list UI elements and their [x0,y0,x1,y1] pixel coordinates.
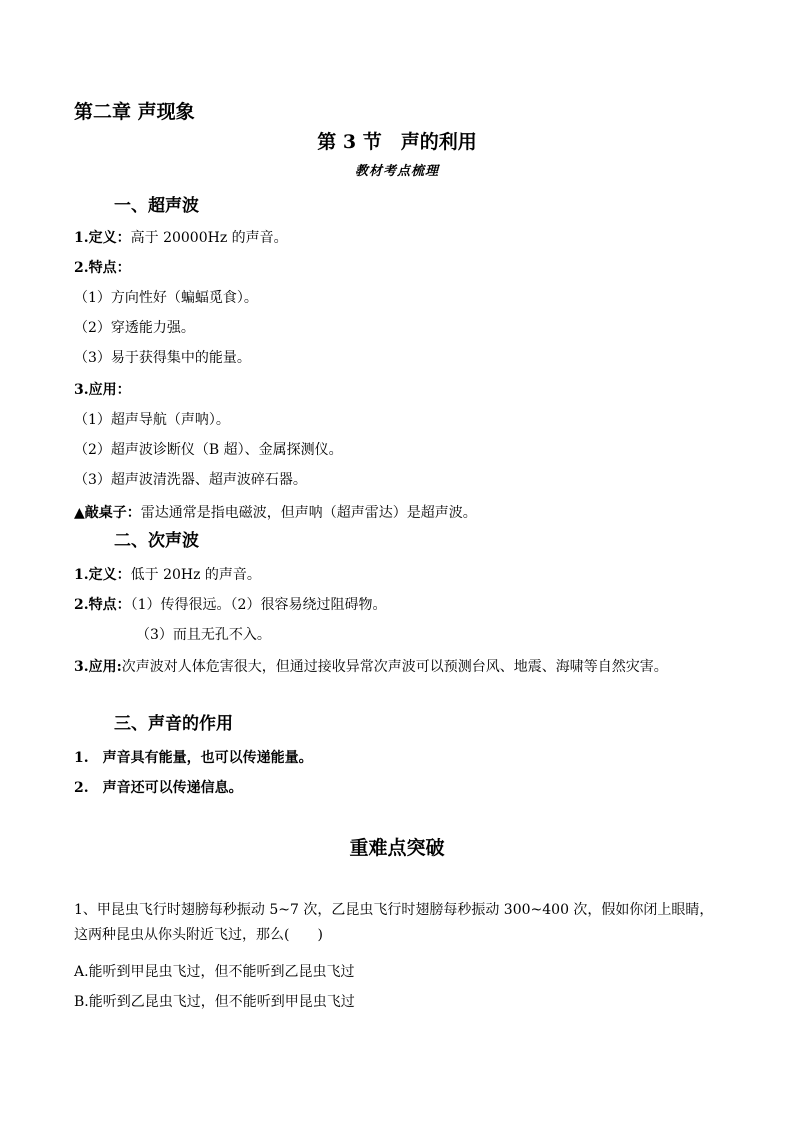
note-label: ▲敲桌子： [74,505,141,521]
list-item: 2. 声音还可以传递信息。 [74,780,243,796]
list-item: （3）易于获得集中的能量。 [74,350,251,366]
section-title: 第 3 节 声的利用 [317,131,477,153]
list-item: 1. 声音具有能量，也可以传递能量。 [74,750,313,766]
subtitle: 教材考点梳理 [354,164,439,179]
definition-label: 1.定义： [74,230,131,246]
features-text: （1）传得很远。（2）很容易绕过阻碍物。 [130,597,387,613]
ultrasound-note [74,503,477,523]
ultrasound-features-label: 2.特点： [74,260,131,276]
chapter-title: 第二章 声现象 [74,101,195,123]
ultrasound-definition [74,228,288,248]
infrasound-definition [74,565,261,585]
infrasound-features-cont: （3）而且无孔不入。 [136,627,271,643]
note-text: 雷达通常是指电磁波，但声呐（超声雷达）是超声波。 [140,505,477,521]
list-item: （1）超声导航（声呐）。 [74,412,230,428]
ultrasound-heading: 一、超声波 [114,196,199,216]
ultrasound-applications-label: 3.应用： [74,382,131,398]
definition-label: 1.定义： [74,567,131,583]
list-item: （2）超声波诊断仪（B 超）、金属探测仪。 [74,442,343,458]
difficult-heading: 重难点突破 [349,837,445,859]
features-label: 2.特点： [74,597,131,613]
question-text: 1、甲昆虫飞行时翅膀每秒振动 5~7 次，乙昆虫飞行时翅膀每秒振动 300~400 次，假如你闭上眼睛，这两种昆虫从你头附近飞过，那么( ) [74,902,714,943]
applications-label: 3.应用: [74,659,122,675]
option-a: A.能听到甲昆虫飞过，但不能听到乙昆虫飞过 [74,964,355,980]
definition-text: 低于 20Hz 的声音。 [130,567,261,583]
infrasound-applications [74,655,724,680]
list-item: （3）超声波清洗器、超声波碎石器。 [74,472,307,488]
infrasound-features [74,595,386,615]
definition-text: 高于 20000Hz 的声音。 [130,230,288,246]
sound-role-heading: 三、声音的作用 [114,714,233,734]
list-item: （2）穿透能力强。 [74,320,195,336]
list-item: （1）方向性好（蝙蝠觅食）。 [74,290,258,306]
option-b: B.能听到乙昆虫飞过，但不能听到甲昆虫飞过 [74,994,355,1010]
infrasound-heading: 二、次声波 [114,531,199,551]
applications-text: 次声波对人体危害很大，但通过接收异常次声波可以预测台风、地震、海啸等自然灾害。 [121,659,668,675]
